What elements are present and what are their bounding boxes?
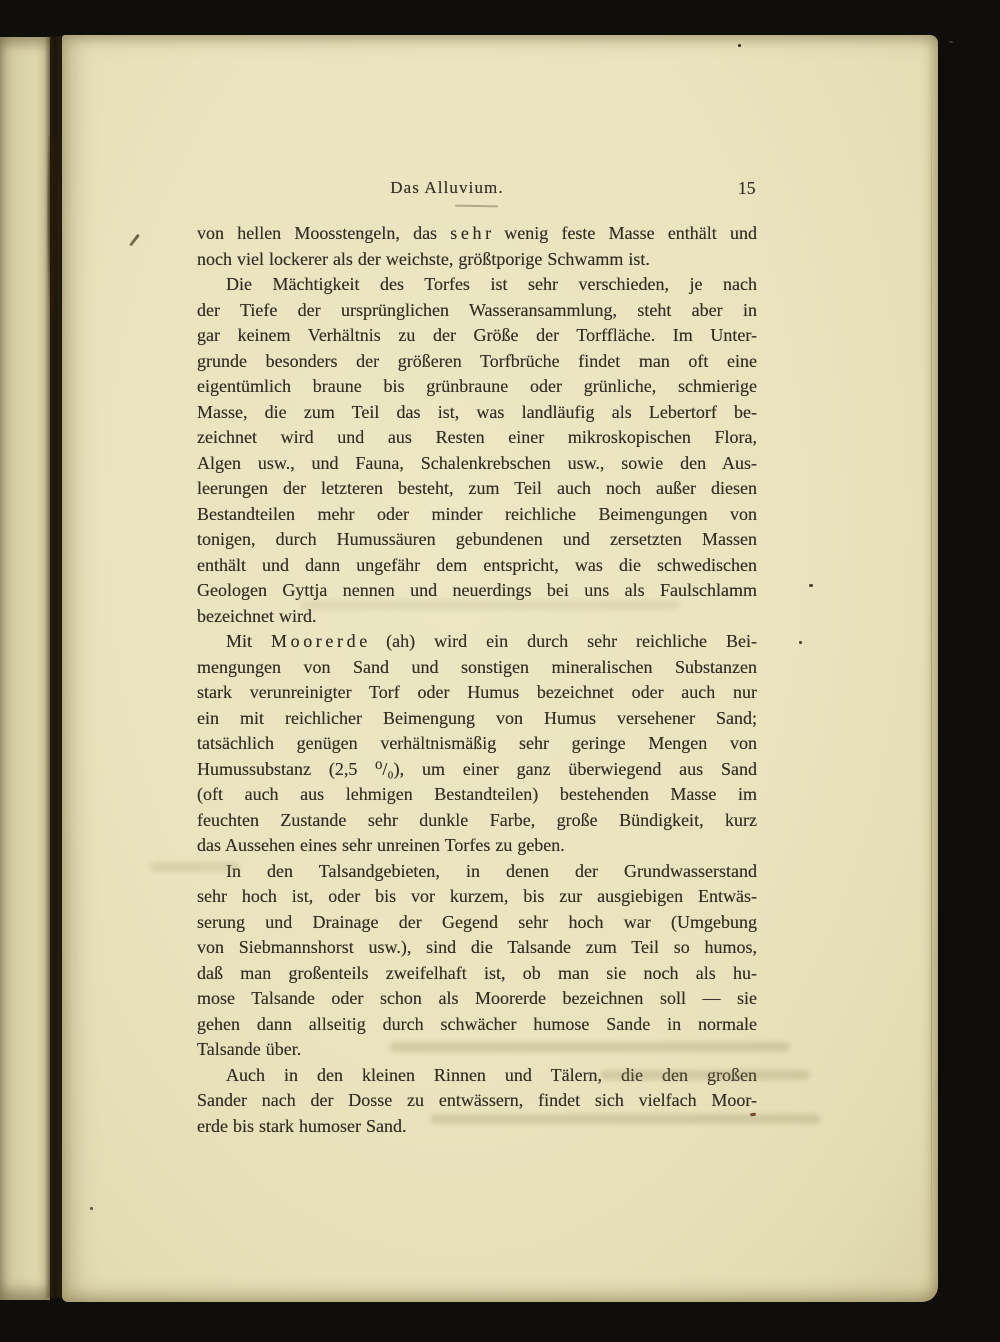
pencil-mark xyxy=(129,234,140,247)
text-line: Humussubstanz (2,5 ⁰/₀), um einer ganz überwiegend aus Sand xyxy=(197,758,757,779)
text-line: gehen dann allseitig durch schwächer humose Sande in normale xyxy=(197,1013,757,1034)
bleed-through-smudge xyxy=(600,1070,810,1080)
scan-speck xyxy=(949,41,953,43)
print-smudge xyxy=(455,205,498,208)
adjacent-page-edge xyxy=(0,37,50,1300)
text-line: Bestandteilen mehr oder minder reichliche Beimengungen von xyxy=(197,503,757,524)
text-line: (oft auch aus lehmigen Bestandteilen) bestehenden Masse im xyxy=(197,784,757,804)
text-line: Algen usw., und Fauna, Schalenkrebschen usw., sowie den Aus- xyxy=(197,452,757,473)
text-line: tonigen, durch Humussäuren gebundenen und zersetzten Massen xyxy=(197,529,757,549)
text-line: daß man großenteils zweifelhaft ist, ob man sie noch als hu- xyxy=(197,962,757,983)
text-line: Sander nach der Dosse zu entwässern, findet sich vielfach Moor- xyxy=(197,1090,757,1110)
text-line: mose Talsande oder schon als Moorerde bezeichnen soll — sie xyxy=(197,988,757,1008)
text-line: erde bis stark humoser Sand. xyxy=(197,1115,407,1136)
text-line: sehr hoch ist, oder bis vor kurzem, bis zur ausgiebigen Entwäs- xyxy=(197,886,757,906)
text-line: feuchten Zustande sehr dunkle Farbe, große Bündigkeit, kurz xyxy=(197,809,757,830)
text-line: enthält und dann ungefähr dem entspricht, was die schwedischen xyxy=(197,554,757,575)
paper-speck xyxy=(809,584,813,587)
text-line: leerungen der letzteren besteht, zum Teil auch noch außer diesen xyxy=(197,478,757,498)
text-line: Masse, die zum Teil das ist, was landläufig als Lebertorf be- xyxy=(197,401,757,422)
text-line: Mit M o o r e r d e (ah) wird ein durch sehr reichliche Bei- xyxy=(226,631,757,651)
running-title: Das Alluvium. xyxy=(390,178,504,197)
text-line: von Siebmannshorst usw.), sind die Talsande zum Teil so humos, xyxy=(197,937,757,957)
bleed-through-smudge xyxy=(390,1042,790,1052)
text-line: mengungen von Sand und sonstigen mineralischen Substanzen xyxy=(197,656,757,677)
text-line: Geologen Gyttja nennen und neuerdings bei uns als Faulschlamm xyxy=(197,580,757,600)
text-line: gar keinem Verhältnis zu der Größe der Torffläche. Im Unter- xyxy=(197,325,757,345)
text-line: Auch in den kleinen Rinnen und Tälern, die den großen xyxy=(226,1064,757,1085)
text-line: von hellen Moosstengeln, das s e h r wenig feste Masse enthält und xyxy=(197,223,757,243)
text-line: eigentümlich braune bis grünbraune oder grünliche, schmierige xyxy=(197,376,757,396)
text-line: grunde besonders der größeren Torfbrüche findet man oft eine xyxy=(197,350,757,371)
bleed-through-smudge xyxy=(430,1114,820,1124)
book-page xyxy=(62,35,938,1302)
text-line: stark verunreinigter Torf oder Humus bezeichnet oder auch nur xyxy=(197,682,757,702)
paper-speck xyxy=(738,44,741,47)
text-line: der Tiefe der ursprünglichen Wasseransammlung, steht aber in xyxy=(197,299,757,320)
paper-speck xyxy=(90,1207,93,1210)
text-line: zeichnet wird und aus Resten einer mikroskopischen Flora, xyxy=(197,427,757,447)
text-line: tatsächlich genügen verhältnismäßig sehr geringe Mengen von xyxy=(197,733,757,753)
text-line: das Aussehen eines sehr unreinen Torfes zu geben. xyxy=(197,835,565,855)
running-header xyxy=(62,178,938,204)
text-line: Talsande über. xyxy=(197,1039,302,1059)
text-line: bezeichnet wird. xyxy=(197,605,317,626)
text-line: noch viel lockerer als der weichste, größtporige Schwamm ist. xyxy=(197,248,650,269)
text-line: serung und Drainage der Gegend sehr hoch war (Umgebung xyxy=(197,911,757,932)
text-line: In den Talsandgebieten, in denen der Grundwasserstand xyxy=(226,860,757,881)
text-line: Die Mächtigkeit des Torfes ist sehr verschieden, je nach xyxy=(226,274,757,294)
page-number: 15 xyxy=(738,178,756,198)
paper-speck xyxy=(799,641,802,644)
bleed-through-smudge xyxy=(150,862,240,872)
text-line: ein mit reichlicher Beimengung von Humus versehener Sand; xyxy=(197,707,757,728)
body-text xyxy=(197,221,757,1139)
bleed-through-smudge xyxy=(300,600,680,610)
